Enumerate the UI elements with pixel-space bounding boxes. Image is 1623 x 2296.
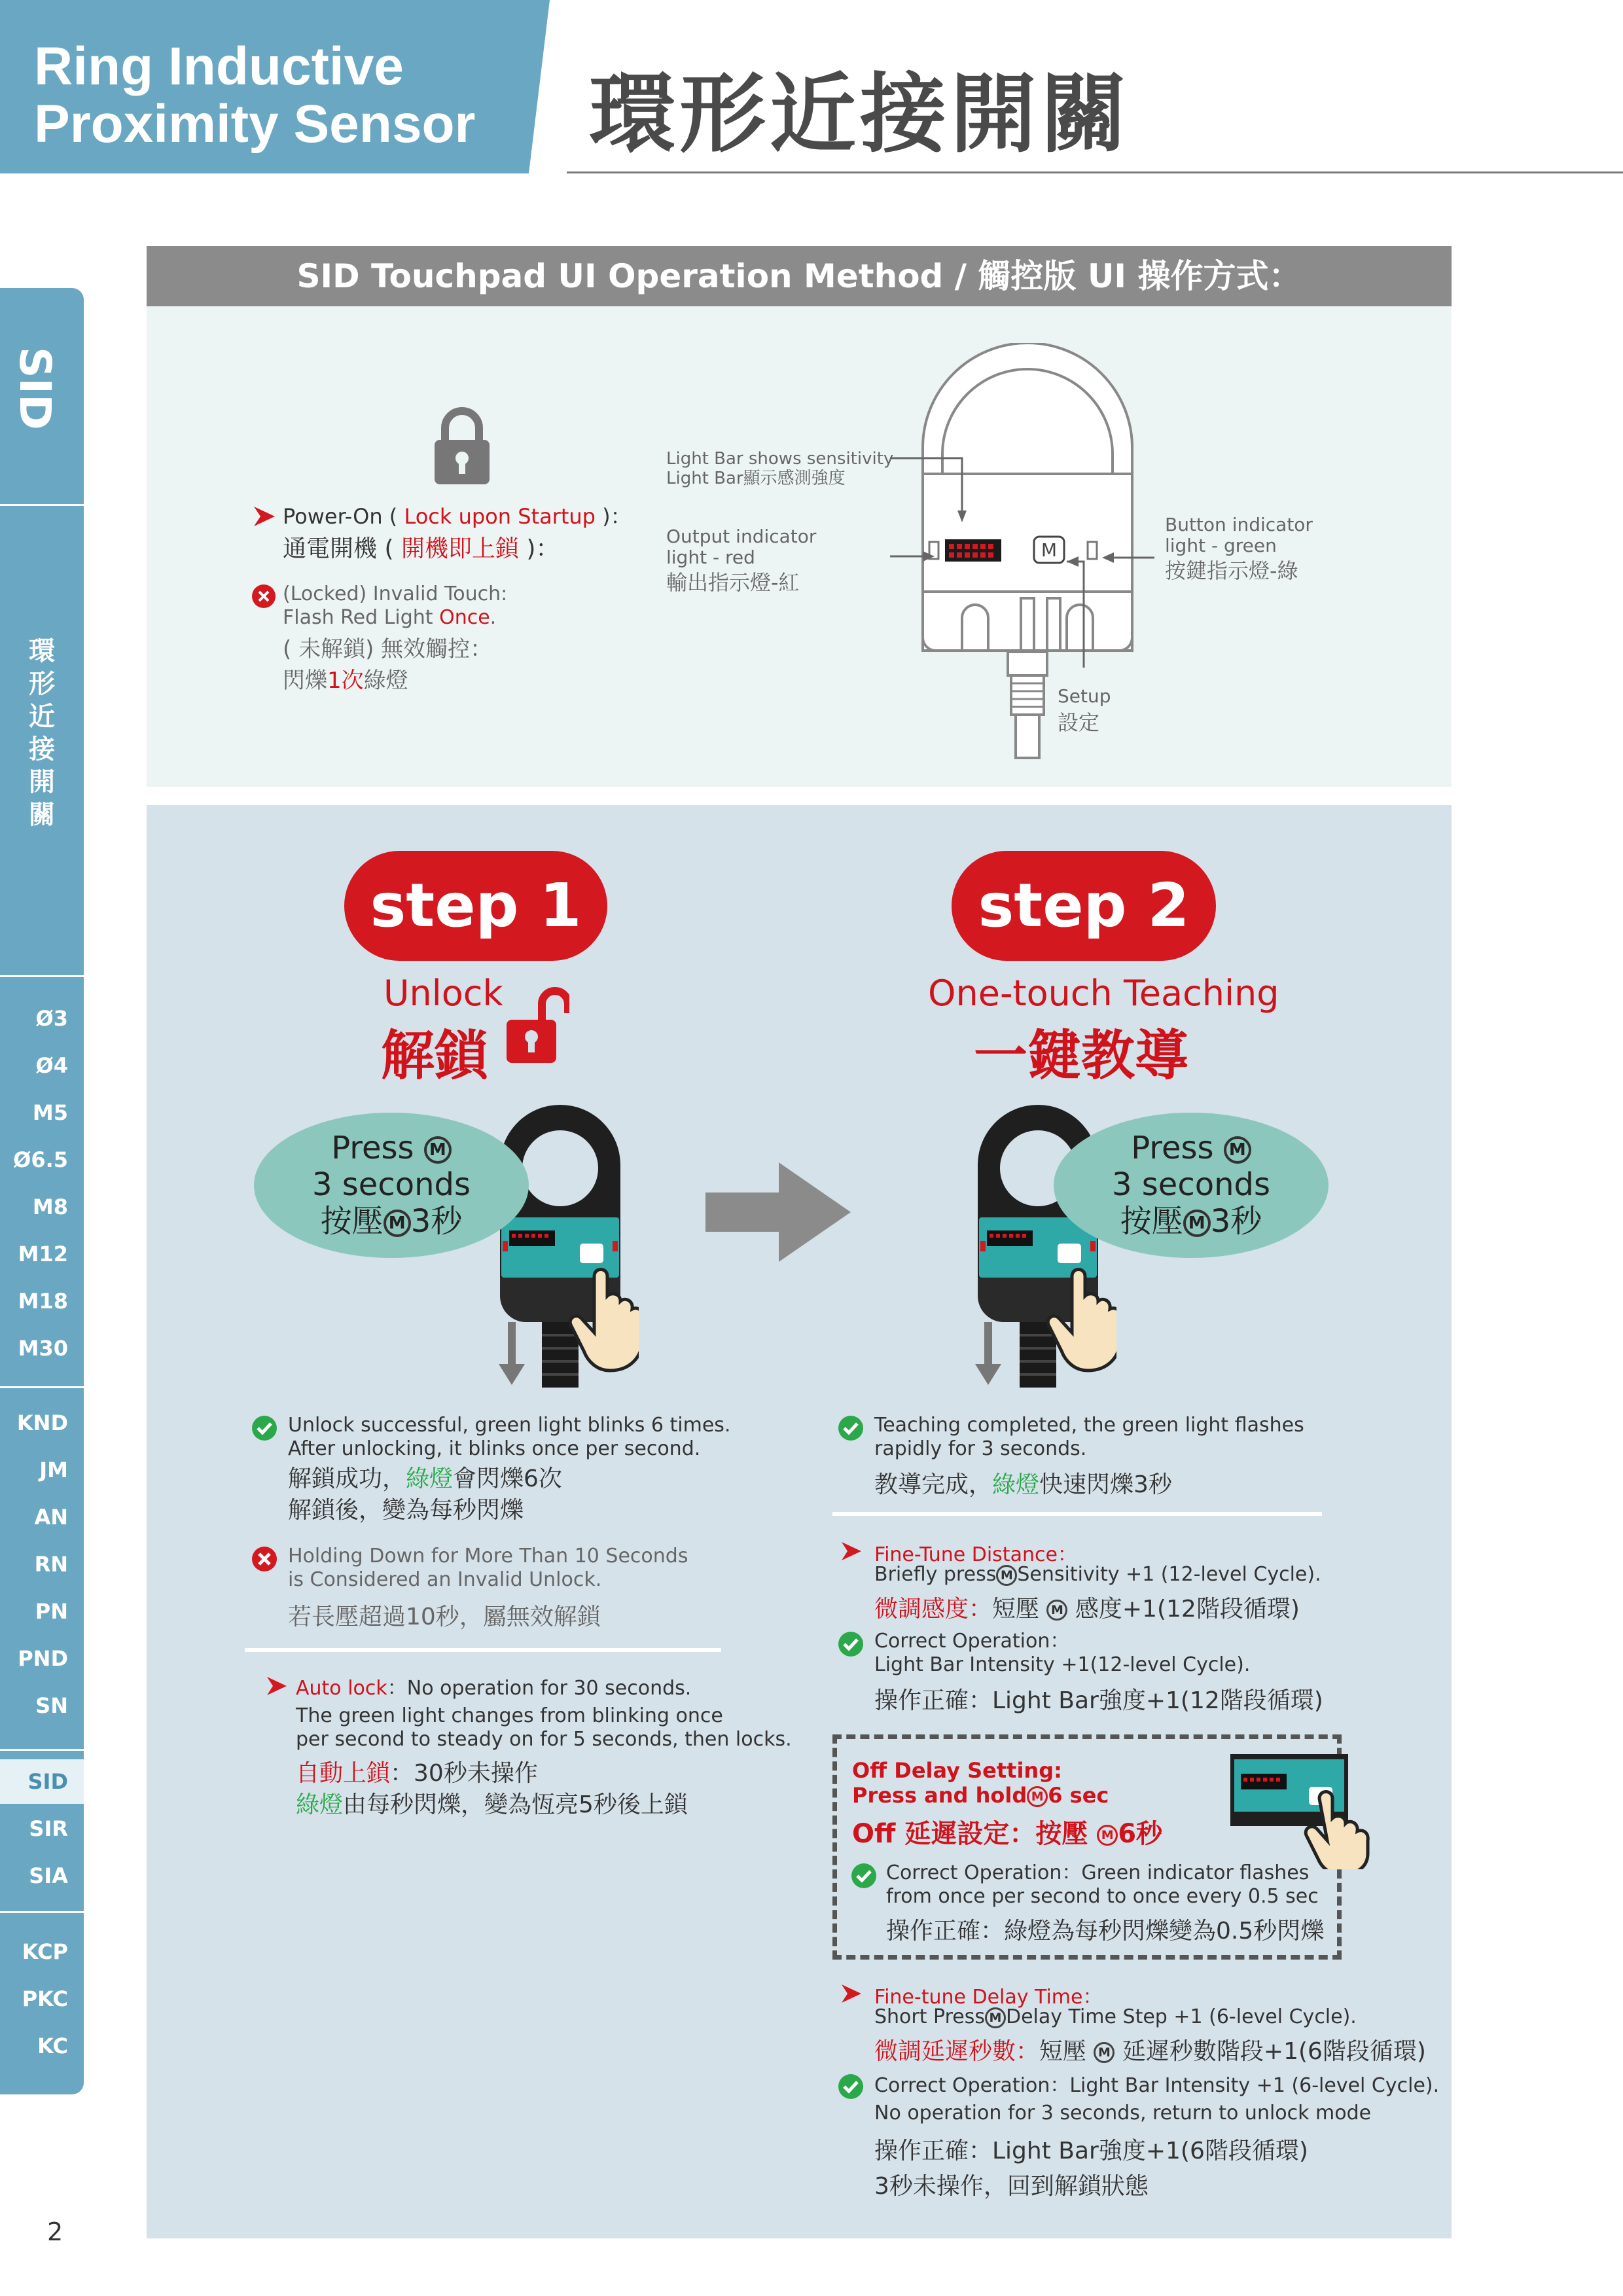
- side-group-3: [0, 1758, 68, 1899]
- arrow-right-icon: [266, 1676, 288, 1696]
- correct-op-1-zh: 操作正確：Light Bar強度+1(12階段循環): [874, 1687, 1323, 1714]
- divider: [832, 1512, 1322, 1516]
- side-divider: [0, 1911, 84, 1913]
- power-on-en: Power-On ( Lock upon Startup )：: [283, 504, 632, 529]
- divider: [245, 1648, 721, 1652]
- off-delay-correct-en: Correct Operation：Green indicator flashes from once per second to once every 0.5 sec: [886, 1861, 1319, 1908]
- arrow-down-icon: [975, 1322, 1001, 1385]
- fine-distance-en: Briefly press M Sensitivity +1 (12-level Cycle).: [874, 1563, 1321, 1586]
- output-indicator-label: Output indicator light - red 輸出指示燈-紅: [666, 526, 817, 595]
- error-icon: [251, 584, 276, 609]
- diagram-leaders: [890, 452, 1152, 726]
- arrow-right-icon: [253, 505, 276, 528]
- side-item[interactable]: JM: [39, 1458, 68, 1482]
- header-title-en: Ring Inductive Proximity Sensor: [34, 37, 476, 154]
- arrow-right-icon: [840, 1541, 863, 1562]
- side-item[interactable]: SIR: [29, 1816, 68, 1841]
- setup-label: Setup 設定: [1058, 685, 1111, 735]
- fine-time-title: Fine-tune Delay Time：: [874, 1986, 1103, 2009]
- fine-distance-zh: 微調感度：短壓 M 感度+1(12階段循環): [874, 1596, 1300, 1623]
- side-item[interactable]: SIA: [29, 1863, 68, 1888]
- side-code: SID: [10, 347, 60, 430]
- svg-text:M: M: [1041, 539, 1058, 561]
- side-item[interactable]: M18: [18, 1289, 68, 1314]
- side-category: 環 形 近 接 開 關: [29, 636, 55, 830]
- side-group-2: [0, 1399, 68, 1729]
- auto-lock-en: The green light changes from blinking once per second to steady on for 5 seconds, then locks.: [296, 1704, 792, 1751]
- header-rule: [567, 171, 1623, 173]
- section-banner: SID Touchpad UI Operation Method / 觸控版 UI 操作方式：: [147, 246, 1452, 306]
- step-1-success-en: Unlock successful, green light blinks 6 times. After unlocking, it blinks once per second.: [288, 1414, 731, 1460]
- step-2-title-en: One-touch Teaching: [928, 973, 1279, 1014]
- side-item[interactable]: Ø6.5: [13, 1147, 68, 1172]
- step-1-success-zh: 解鎖成功，綠燈會閃爍6次 解鎖後，變為每秒閃爍: [288, 1465, 562, 1524]
- side-item[interactable]: KND: [16, 1410, 68, 1435]
- unlock-icon: [504, 984, 569, 1066]
- side-item[interactable]: Ø4: [35, 1053, 68, 1078]
- lock-icon: [432, 406, 492, 486]
- check-icon: [838, 1415, 864, 1441]
- side-group-4: [0, 1928, 68, 2070]
- off-delay-zh: Off 延遲設定：按壓 M 6秒: [852, 1819, 1163, 1849]
- side-divider: [0, 975, 84, 977]
- power-on-zh: 通電開機 ( 開機即上鎖 )：: [283, 535, 560, 562]
- check-icon: [851, 1863, 877, 1889]
- side-divider: [0, 504, 84, 506]
- side-item[interactable]: SN: [35, 1693, 68, 1718]
- side-group-1: [0, 995, 68, 1372]
- side-item[interactable]: M12: [18, 1242, 68, 1266]
- step-2-success-zh: 教導完成，綠燈快速閃爍3秒: [874, 1471, 1172, 1498]
- step-1-badge: step 1: [344, 851, 607, 961]
- step-2-badge: step 2: [952, 851, 1216, 961]
- side-item[interactable]: M30: [18, 1336, 68, 1361]
- step-1-invalid-zh: 若長壓超過10秒，屬無效解鎖: [288, 1604, 601, 1630]
- page-number: 2: [47, 2217, 63, 2246]
- side-item[interactable]: Ø3: [35, 1006, 68, 1031]
- side-item[interactable]: RN: [34, 1552, 68, 1577]
- check-icon: [838, 2073, 864, 2100]
- step-1-bubble: Press M 3 seconds 按壓 M 3秒: [254, 1113, 529, 1258]
- side-item[interactable]: M5: [32, 1100, 68, 1125]
- side-item[interactable]: PKC: [22, 1986, 68, 2011]
- side-item[interactable]: PND: [18, 1646, 68, 1671]
- next-step-arrow-icon: [705, 1162, 851, 1262]
- error-icon: [251, 1546, 277, 1572]
- step-1-invalid-en: Holding Down for More Than 10 Seconds is Considered an Invalid Unlock.: [288, 1545, 688, 1591]
- fine-time-zh: 微調延遲秒數：短壓 M 延遲秒數階段+1(6階段循環): [874, 2038, 1426, 2065]
- auto-lock-title: Auto lock：No operation for 30 seconds.: [296, 1677, 692, 1700]
- correct-op-2-en: Correct Operation：Light Bar Intensity +1 (6-level Cycle). No operation for 3 seconds, return to unlock mode: [874, 2074, 1440, 2125]
- side-item-active[interactable]: SID: [27, 1769, 68, 1794]
- button-indicator-label: Button indicator light - green 按鍵指示燈-綠: [1165, 514, 1313, 583]
- step-2-success-en: Teaching completed, the green light flashes rapidly for 3 seconds.: [874, 1414, 1304, 1460]
- lightbar-label: Light Bar shows sensitivity Light Bar顯示感測強度: [666, 449, 894, 488]
- touchpad-press-illustration: [1228, 1751, 1385, 1869]
- invalid-touch-en: (Locked) Invalid Touch: Flash Red Light Once.: [283, 583, 508, 629]
- header-title-zh: 環形近接開關: [589, 64, 1131, 165]
- arrow-right-icon: [840, 1983, 863, 2004]
- arrow-left-icon: [1102, 551, 1154, 564]
- side-item[interactable]: M8: [32, 1194, 68, 1219]
- side-divider: [0, 1386, 84, 1388]
- fine-distance-title: Fine-Tune Distance：: [874, 1543, 1077, 1566]
- check-icon: [251, 1415, 277, 1441]
- off-delay-correct-zh: 操作正確：綠燈為每秒閃爍變為0.5秒閃爍: [886, 1918, 1325, 1945]
- side-item[interactable]: KCP: [22, 1939, 68, 1964]
- step-1-title-zh: 解鎖: [381, 1025, 489, 1087]
- invalid-touch-zh: ( 未解鎖) 無效觸控： 閃爍1次綠燈: [283, 636, 493, 694]
- step-1-title-en: Unlock: [383, 973, 503, 1014]
- arrow-down-icon: [499, 1322, 525, 1385]
- fine-time-en: Short Press M Delay Time Step +1 (6-level Cycle).: [874, 2005, 1357, 2028]
- off-delay-en: Off Delay Setting: Press and hold M 6 sec: [852, 1758, 1109, 1808]
- step-2-title-zh: 一鍵教導: [974, 1025, 1189, 1087]
- side-item[interactable]: AN: [34, 1505, 68, 1530]
- side-divider: [0, 1749, 84, 1751]
- side-item[interactable]: PN: [35, 1599, 68, 1624]
- auto-lock-zh: 自動上鎖：30秒未操作 綠燈由每秒閃爍，變為恆亮5秒後上鎖: [296, 1760, 688, 1818]
- correct-op-2-zh: 操作正確：Light Bar強度+1(6階段循環) 3秒未操作，回到解鎖狀態: [874, 2138, 1308, 2200]
- correct-op-1-en: Correct Operation： Light Bar Intensity +1(12-level Cycle).: [874, 1630, 1251, 1676]
- step-2-bubble: Press M 3 seconds 按壓 M 3秒: [1054, 1113, 1329, 1258]
- side-item[interactable]: KC: [37, 2034, 68, 2058]
- check-icon: [838, 1631, 864, 1657]
